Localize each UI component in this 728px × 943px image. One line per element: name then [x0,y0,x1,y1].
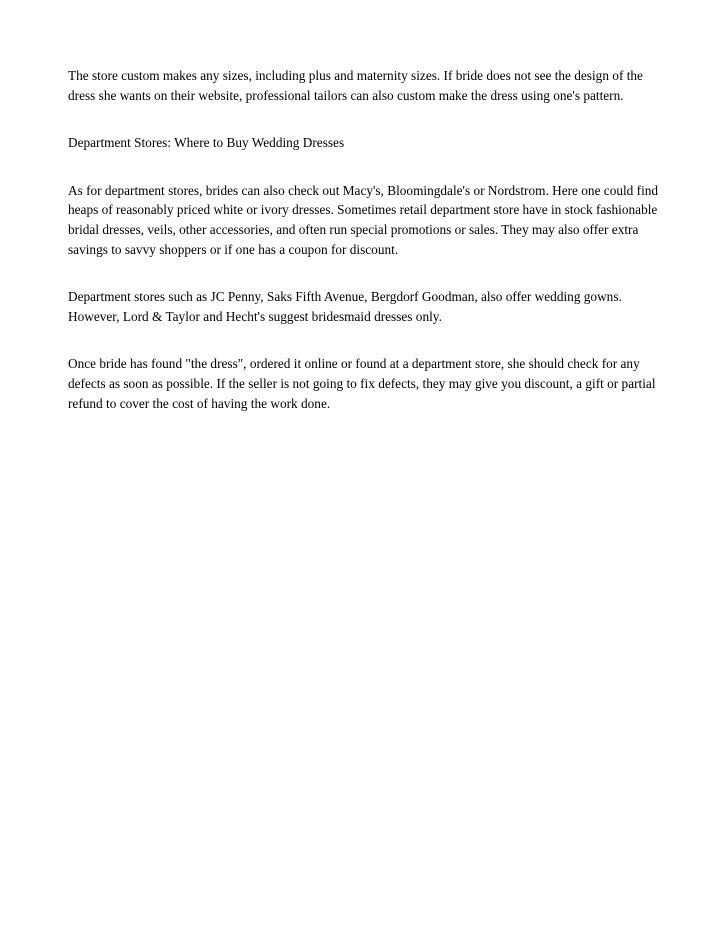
section-heading-department-stores: Department Stores: Where to Buy Wedding Dresses [68,135,345,151]
document-body [68,66,668,441]
paragraph-department-stores-list: Department stores such as JC Penny, Saks Fifth Avenue, Bergdorf Goodman, also offer wedding gowns. However, Lord & Taylor and Hecht's suggest bridesmaid dresses only. [68,289,622,324]
paragraph-custom-sizes: The store custom makes any sizes, including plus and maternity sizes. If bride does not see the design of the dress she wants on their website, professional tailors can also custom make the dress using one's pattern. [68,68,643,103]
paragraph-check-defects: Once bride has found "the dress", ordered it online or found at a department store, she should check for any defects as soon as possible. If the seller is not going to fix defects, they may give you discount, a gift or partial refund to cover the cost of having the work done. [68,356,656,411]
paragraph-department-stores-options: As for department stores, brides can also check out Macy's, Bloomingdale's or Nordstrom. Here one could find heaps of reasonably priced white or ivory dresses. Sometimes retail department store have in stock fashionable bridal dresses, veils, other accessories, and often run special promotions or sales. They may also offer extra savings to savvy shoppers or if one has a coupon for discount. [68,182,659,257]
